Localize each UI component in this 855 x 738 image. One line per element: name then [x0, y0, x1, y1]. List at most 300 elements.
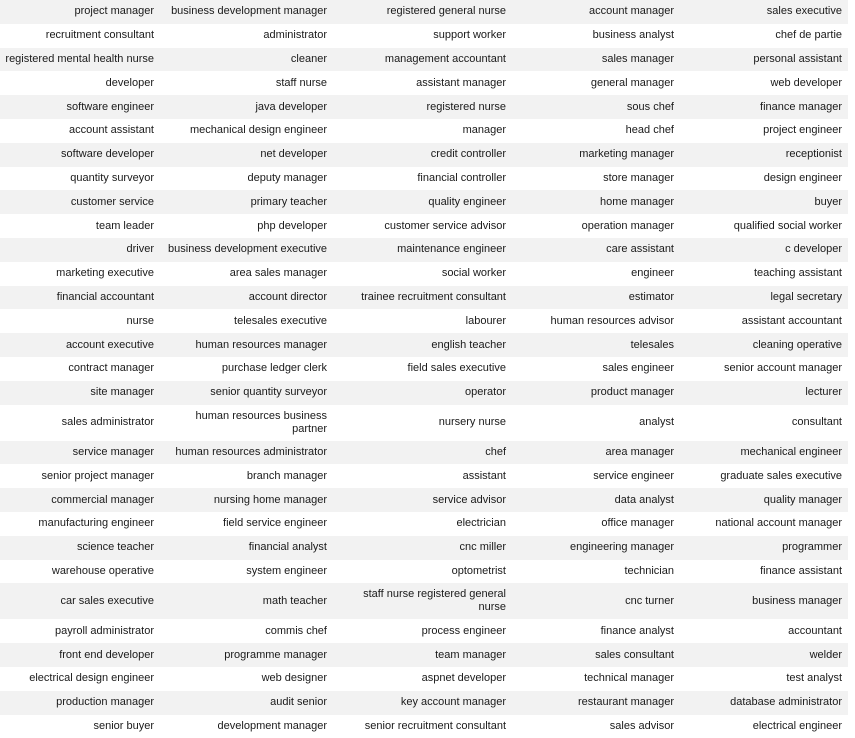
table-row	[0, 119, 848, 143]
table-cell	[0, 560, 160, 584]
job-title-link[interactable]: social worker	[441, 267, 506, 280]
job-title-link[interactable]: support worker	[433, 29, 506, 42]
job-title-link[interactable]: cnc turner	[625, 594, 674, 607]
job-title-link[interactable]: recruitment consultant	[45, 29, 154, 42]
job-title-link[interactable]: account manager	[589, 5, 674, 18]
job-title-link[interactable]: service manager	[72, 445, 154, 458]
table-cell	[160, 619, 333, 643]
table-cell	[680, 441, 848, 465]
job-title-link[interactable]: database administrator	[730, 696, 842, 709]
table-cell	[160, 583, 333, 619]
job-title-link[interactable]: cleaning operative	[752, 338, 842, 351]
table-cell	[0, 167, 160, 191]
table-cell	[680, 691, 848, 715]
job-title-link[interactable]: deputy manager	[247, 171, 327, 184]
table-cell	[333, 619, 512, 643]
table-cell	[0, 441, 160, 465]
job-title-link[interactable]: personal assistant	[753, 52, 842, 65]
job-title-link[interactable]: product manager	[590, 386, 674, 399]
job-title-link[interactable]: project manager	[74, 5, 154, 18]
table-cell	[160, 441, 333, 465]
table-row	[0, 643, 848, 667]
job-title-link[interactable]: restaurant manager	[578, 696, 674, 709]
job-title-link[interactable]: developer	[105, 76, 154, 89]
job-title-link[interactable]: national account manager	[715, 517, 842, 530]
job-title-link[interactable]: senior buyer	[93, 719, 154, 732]
table-cell	[333, 643, 512, 667]
job-title-link[interactable]: driver	[126, 243, 154, 256]
table-cell	[512, 583, 680, 619]
job-title-link[interactable]: manager	[462, 124, 506, 137]
job-title-link[interactable]: sales executive	[766, 5, 842, 18]
table-cell	[333, 715, 512, 738]
table-cell	[680, 48, 848, 72]
table-cell	[680, 167, 848, 191]
job-title-link[interactable]: sales advisor	[609, 719, 674, 732]
job-title-link[interactable]: mechanical engineer	[740, 445, 842, 458]
table-cell	[333, 95, 512, 119]
table-cell	[512, 48, 680, 72]
job-title-link[interactable]: human resources manager	[195, 338, 327, 351]
table-cell	[512, 357, 680, 381]
job-title-link[interactable]: lecturer	[805, 386, 842, 399]
table-cell	[680, 309, 848, 333]
job-title-link[interactable]: quantity surveyor	[70, 171, 154, 184]
table-row	[0, 464, 848, 488]
job-title-link[interactable]: purchase ledger clerk	[221, 362, 327, 375]
job-title-link[interactable]: team manager	[435, 648, 506, 661]
job-title-link[interactable]: maintenance engineer	[397, 243, 506, 256]
table-row	[0, 214, 848, 238]
job-title-link[interactable]: receptionist	[785, 148, 842, 161]
job-title-link[interactable]: welder	[809, 648, 842, 661]
job-title-link[interactable]: system engineer	[246, 564, 327, 577]
job-title-link[interactable]: senior project manager	[41, 469, 154, 482]
job-title-link[interactable]: technical manager	[584, 672, 674, 685]
table-cell	[0, 667, 160, 691]
job-title-link[interactable]: account director	[248, 290, 327, 303]
job-title-link[interactable]: net developer	[260, 148, 327, 161]
job-title-link[interactable]: head chef	[625, 124, 674, 137]
job-title-link[interactable]: office manager	[601, 517, 674, 530]
table-cell	[333, 667, 512, 691]
table-cell	[512, 214, 680, 238]
job-title-link[interactable]: c developer	[785, 243, 842, 256]
job-title-link[interactable]: site manager	[90, 386, 154, 399]
table-cell	[160, 357, 333, 381]
table-cell	[160, 190, 333, 214]
job-title-link[interactable]: sales administrator	[61, 416, 154, 429]
job-title-link[interactable]: php developer	[257, 219, 327, 232]
job-title-link[interactable]: chef	[485, 445, 506, 458]
table-cell	[160, 71, 333, 95]
table-cell	[0, 333, 160, 357]
table-cell	[680, 190, 848, 214]
table-cell	[160, 667, 333, 691]
table-cell	[680, 95, 848, 119]
table-row	[0, 715, 848, 738]
job-title-link[interactable]: senior recruitment consultant	[364, 719, 506, 732]
job-title-link[interactable]: team leader	[95, 219, 154, 232]
table-row	[0, 262, 848, 286]
table-cell	[0, 381, 160, 405]
job-title-link[interactable]: management accountant	[384, 52, 506, 65]
job-title-link[interactable]: technician	[624, 564, 674, 577]
job-title-link[interactable]: care assistant	[606, 243, 674, 256]
job-title-link[interactable]: payroll administrator	[54, 624, 154, 637]
table-cell	[680, 24, 848, 48]
table-cell	[333, 190, 512, 214]
job-title-link[interactable]: assistant	[462, 469, 506, 482]
table-row	[0, 560, 848, 584]
job-title-link[interactable]: store manager	[603, 171, 674, 184]
job-title-link[interactable]: credit controller	[430, 148, 506, 161]
table-cell	[512, 333, 680, 357]
job-title-link[interactable]: financial controller	[417, 171, 506, 184]
table-cell	[333, 238, 512, 262]
table-cell	[160, 512, 333, 536]
job-title-link[interactable]: account assistant	[69, 124, 154, 137]
table-cell	[160, 119, 333, 143]
table-cell	[680, 643, 848, 667]
table-row	[0, 512, 848, 536]
table-cell	[333, 48, 512, 72]
job-title-link[interactable]: teaching assistant	[753, 267, 842, 280]
table-cell	[0, 715, 160, 738]
job-title-link[interactable]: operator	[465, 386, 506, 399]
job-title-link[interactable]: finance analyst	[600, 624, 674, 637]
table-row	[0, 691, 848, 715]
table-cell	[333, 583, 512, 619]
job-title-link[interactable]: human resources advisor	[550, 314, 674, 327]
job-title-link[interactable]: web designer	[261, 672, 327, 685]
job-title-link[interactable]: business manager	[752, 594, 842, 607]
table-cell	[0, 357, 160, 381]
job-title-link[interactable]: sales engineer	[602, 362, 674, 375]
table-cell	[0, 190, 160, 214]
table-cell	[160, 405, 333, 441]
job-title-link[interactable]: labourer	[465, 314, 506, 327]
job-title-link[interactable]: nursery nurse	[438, 416, 506, 429]
table-cell	[512, 464, 680, 488]
job-title-link[interactable]: marketing executive	[56, 267, 154, 280]
job-title-link[interactable]: financial analyst	[248, 541, 327, 554]
job-title-link[interactable]: buyer	[814, 195, 842, 208]
table-cell	[160, 309, 333, 333]
table-cell	[160, 464, 333, 488]
job-title-link[interactable]: programme manager	[224, 648, 327, 661]
table-cell	[680, 214, 848, 238]
table-cell	[512, 286, 680, 310]
job-title-link[interactable]: branch manager	[246, 469, 327, 482]
job-title-link[interactable]: sous chef	[626, 100, 674, 113]
table-cell	[160, 167, 333, 191]
table-cell	[0, 119, 160, 143]
table-cell	[512, 560, 680, 584]
table-cell	[680, 119, 848, 143]
table-cell	[160, 488, 333, 512]
table-cell	[680, 488, 848, 512]
job-title-link[interactable]: business development executive	[168, 243, 327, 256]
table-cell	[512, 441, 680, 465]
table-cell	[512, 643, 680, 667]
job-title-link[interactable]: commis chef	[265, 624, 327, 637]
job-title-link[interactable]: warehouse operative	[51, 564, 154, 577]
job-title-link[interactable]: production manager	[56, 696, 154, 709]
job-title-link[interactable]: trainee recruitment consultant	[361, 290, 506, 303]
table-cell	[680, 583, 848, 619]
table-cell	[512, 238, 680, 262]
job-title-link[interactable]: administrator	[263, 29, 327, 42]
job-title-link[interactable]: customer service advisor	[384, 219, 506, 232]
table-cell	[512, 71, 680, 95]
job-title-link[interactable]: commercial manager	[51, 493, 154, 506]
job-title-link[interactable]: telesales	[630, 338, 674, 351]
job-title-link[interactable]: manufacturing engineer	[38, 517, 154, 530]
job-title-link[interactable]: programmer	[782, 541, 842, 554]
job-title-link[interactable]: key account manager	[400, 696, 506, 709]
table-row	[0, 536, 848, 560]
table-cell	[160, 95, 333, 119]
table-cell	[333, 119, 512, 143]
job-title-link[interactable]: home manager	[600, 195, 674, 208]
job-title-link[interactable]: engineering manager	[570, 541, 674, 554]
job-title-link[interactable]: service advisor	[432, 493, 506, 506]
table-cell	[512, 488, 680, 512]
table-cell	[0, 48, 160, 72]
table-row	[0, 667, 848, 691]
job-title-link[interactable]: general manager	[590, 76, 674, 89]
job-title-link[interactable]: web developer	[770, 76, 842, 89]
table-cell	[512, 619, 680, 643]
job-title-link[interactable]: java developer	[255, 100, 327, 113]
table-cell	[333, 286, 512, 310]
table-cell	[512, 667, 680, 691]
table-cell	[680, 464, 848, 488]
table-cell	[0, 691, 160, 715]
table-cell	[333, 309, 512, 333]
job-title-link[interactable]: nurse	[126, 314, 154, 327]
table-row	[0, 190, 848, 214]
job-title-link[interactable]: staff nurse registered general nurse	[363, 588, 506, 614]
job-title-link[interactable]: senior account manager	[723, 362, 842, 375]
table-cell	[160, 715, 333, 738]
table-cell	[333, 512, 512, 536]
table-cell	[0, 309, 160, 333]
table-cell	[680, 381, 848, 405]
table-row	[0, 583, 848, 619]
table-cell	[512, 24, 680, 48]
job-title-link[interactable]: operation manager	[581, 219, 674, 232]
job-title-link[interactable]: electrical design engineer	[29, 672, 154, 685]
table-row	[0, 24, 848, 48]
job-title-link[interactable]: engineer	[631, 267, 674, 280]
table-cell	[333, 691, 512, 715]
job-title-link[interactable]: math teacher	[262, 594, 327, 607]
job-title-link[interactable]: legal secretary	[770, 290, 842, 303]
job-title-link[interactable]: project engineer	[763, 124, 842, 137]
table-cell	[512, 715, 680, 738]
job-title-link[interactable]: area sales manager	[229, 267, 327, 280]
job-title-link[interactable]: quality engineer	[428, 195, 506, 208]
table-row	[0, 381, 848, 405]
table-cell	[680, 262, 848, 286]
table-cell	[333, 333, 512, 357]
job-title-link[interactable]: registered mental health nurse	[5, 52, 154, 65]
job-title-link[interactable]: process engineer	[421, 624, 506, 637]
job-title-link[interactable]: assistant manager	[416, 76, 506, 89]
table-cell	[680, 286, 848, 310]
table-cell	[512, 143, 680, 167]
table-row	[0, 488, 848, 512]
table-row	[0, 95, 848, 119]
job-title-link[interactable]: human resources business partner	[195, 409, 327, 435]
job-title-link[interactable]: sales consultant	[595, 648, 674, 661]
job-title-link[interactable]: consultant	[791, 416, 842, 429]
job-title-link[interactable]: data analyst	[614, 493, 674, 506]
job-title-link[interactable]: graduate sales executive	[720, 469, 842, 482]
job-title-link[interactable]: finance assistant	[760, 564, 842, 577]
job-title-link[interactable]: field sales executive	[407, 362, 506, 375]
table-row	[0, 143, 848, 167]
table-cell	[0, 583, 160, 619]
job-title-link[interactable]: business analyst	[592, 29, 674, 42]
job-title-link[interactable]: cnc miller	[459, 541, 506, 554]
table-cell	[333, 24, 512, 48]
table-cell	[680, 71, 848, 95]
job-title-link[interactable]: service engineer	[593, 469, 674, 482]
table-cell	[0, 643, 160, 667]
job-title-link[interactable]: cleaner	[290, 52, 327, 65]
job-title-link[interactable]: car sales executive	[60, 594, 154, 607]
job-title-link[interactable]: staff nurse	[275, 76, 327, 89]
job-title-link[interactable]: front end developer	[59, 648, 154, 661]
table-cell	[0, 238, 160, 262]
table-cell	[333, 0, 512, 24]
table-cell	[0, 488, 160, 512]
table-cell	[333, 488, 512, 512]
job-title-link[interactable]: chef de partie	[775, 29, 842, 42]
job-title-link[interactable]: electrician	[456, 517, 506, 530]
table-cell	[160, 536, 333, 560]
job-title-link[interactable]: nursing home manager	[213, 493, 327, 506]
table-row	[0, 286, 848, 310]
table-cell	[0, 214, 160, 238]
table-cell	[512, 309, 680, 333]
job-title-link[interactable]: quality manager	[763, 493, 842, 506]
table-cell	[680, 143, 848, 167]
table-row	[0, 71, 848, 95]
job-title-link[interactable]: analyst	[639, 416, 674, 429]
job-title-link[interactable]: software engineer	[66, 100, 154, 113]
table-cell	[333, 167, 512, 191]
job-title-link[interactable]: registered nurse	[426, 100, 506, 113]
table-cell	[512, 0, 680, 24]
job-title-link[interactable]: finance manager	[760, 100, 842, 113]
job-title-link[interactable]: account executive	[65, 338, 154, 351]
job-title-link[interactable]: assistant accountant	[741, 314, 842, 327]
job-title-link[interactable]: optometrist	[451, 564, 506, 577]
job-title-link[interactable]: registered general nurse	[386, 5, 506, 18]
table-cell	[333, 536, 512, 560]
job-title-link[interactable]: area manager	[605, 445, 674, 458]
table-cell	[680, 357, 848, 381]
table-row	[0, 48, 848, 72]
job-title-link[interactable]: financial accountant	[56, 290, 154, 303]
job-title-link[interactable]: contract manager	[68, 362, 154, 375]
job-title-link[interactable]: english teacher	[431, 338, 506, 351]
job-title-link[interactable]: estimator	[628, 290, 674, 303]
job-title-link[interactable]: customer service	[70, 195, 154, 208]
job-title-link[interactable]: mechanical design engineer	[190, 124, 327, 137]
table-cell	[512, 119, 680, 143]
job-title-link[interactable]: electrical engineer	[752, 719, 842, 732]
table-cell	[680, 238, 848, 262]
table-cell	[333, 71, 512, 95]
job-title-link[interactable]: telesales executive	[234, 314, 327, 327]
table-cell	[333, 357, 512, 381]
table-row	[0, 167, 848, 191]
table-cell	[333, 262, 512, 286]
table-cell	[0, 262, 160, 286]
job-title-link[interactable]: field service engineer	[223, 517, 327, 530]
table-row	[0, 333, 848, 357]
job-title-link[interactable]: audit senior	[270, 696, 327, 709]
table-cell	[333, 214, 512, 238]
table-cell	[680, 333, 848, 357]
table-cell	[160, 381, 333, 405]
table-cell	[0, 24, 160, 48]
table-row	[0, 619, 848, 643]
table-cell	[512, 381, 680, 405]
job-title-link[interactable]: science teacher	[76, 541, 154, 554]
table-cell	[333, 405, 512, 441]
table-cell	[0, 464, 160, 488]
table-cell	[0, 405, 160, 441]
table-cell	[680, 715, 848, 738]
job-title-link[interactable]: senior quantity surveyor	[210, 386, 327, 399]
job-title-link[interactable]: aspnet developer	[421, 672, 506, 685]
job-title-link[interactable]: human resources administrator	[175, 445, 327, 458]
table-cell	[512, 190, 680, 214]
table-cell	[680, 405, 848, 441]
job-title-link[interactable]: software developer	[61, 148, 154, 161]
table-cell	[680, 619, 848, 643]
job-title-link[interactable]: primary teacher	[250, 195, 327, 208]
table-cell	[160, 643, 333, 667]
job-title-link[interactable]: design engineer	[763, 171, 842, 184]
table-cell	[160, 214, 333, 238]
table-cell	[160, 560, 333, 584]
table-cell	[512, 536, 680, 560]
table-cell	[512, 405, 680, 441]
table-row	[0, 357, 848, 381]
job-title-link[interactable]: development manager	[217, 719, 327, 732]
table-cell	[680, 560, 848, 584]
table-cell	[160, 24, 333, 48]
table-cell	[0, 619, 160, 643]
table-cell	[160, 0, 333, 24]
table-cell	[160, 143, 333, 167]
job-title-link[interactable]: accountant	[788, 624, 842, 637]
job-title-link[interactable]: qualified social worker	[733, 219, 842, 232]
job-title-link[interactable]: marketing manager	[579, 148, 674, 161]
table-cell	[160, 262, 333, 286]
job-title-link[interactable]: business development manager	[171, 5, 327, 18]
job-title-link[interactable]: sales manager	[601, 52, 674, 65]
job-title-link[interactable]: test analyst	[786, 672, 842, 685]
table-cell	[160, 333, 333, 357]
